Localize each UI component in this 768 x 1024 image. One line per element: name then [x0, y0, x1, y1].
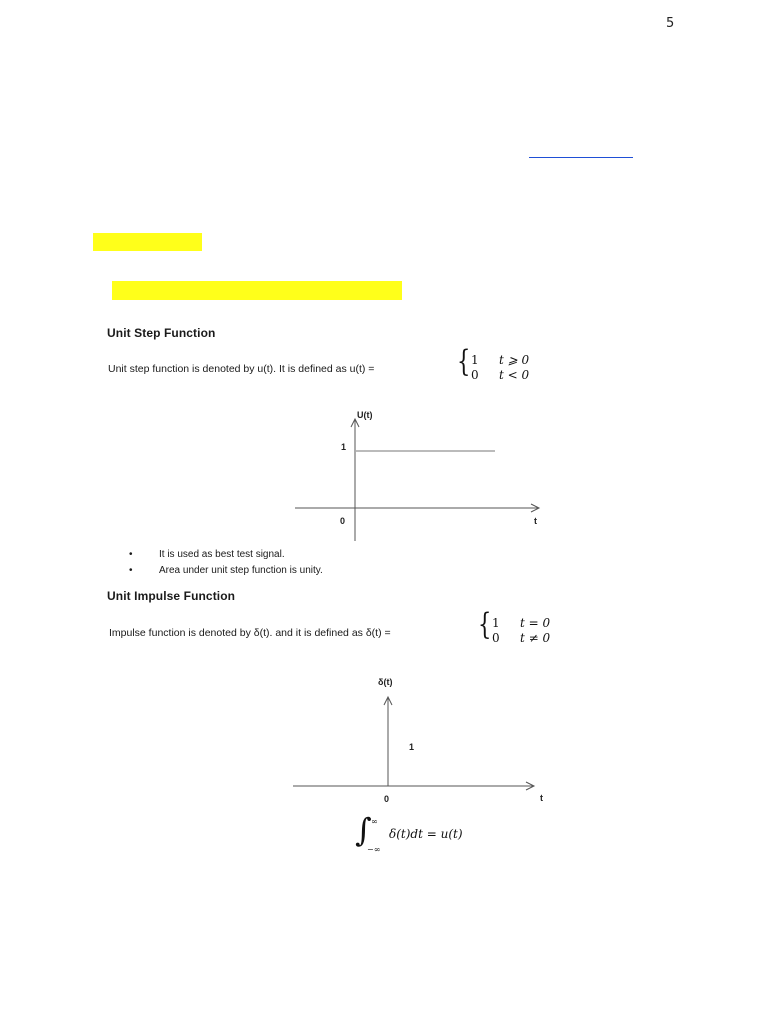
list-item — [125, 547, 323, 563]
unit-step-cases: { 1 t ⩾ 0 0 t < 0 — [457, 344, 530, 382]
x-axis-label: t — [534, 516, 537, 526]
integral-upper-limit: ∞ — [371, 817, 378, 826]
case-condition: t ⩾ 0 — [499, 353, 530, 367]
case-row — [492, 631, 550, 645]
case-value: 1 — [492, 616, 500, 630]
unit-step-axes — [295, 419, 539, 541]
origin-label: 0 — [384, 794, 390, 804]
unit-impulse-cases: { 1 t = 0 0 t ≠ 0 — [478, 607, 551, 645]
unit-impulse-heading: Unit Impulse Function — [107, 589, 236, 603]
list-item-text: Area under unit step function is unity. — [159, 565, 323, 576]
case-condition: t < 0 — [499, 368, 530, 382]
integral-expression: δ(t)dt = u(t) — [389, 827, 463, 841]
level-label: 1 — [341, 442, 347, 452]
list-item — [125, 563, 323, 579]
case-condition: t ≠ 0 — [520, 631, 551, 645]
bullet-icon: • — [129, 549, 133, 560]
case-value: 0 — [471, 368, 479, 382]
unit-step-bullets — [125, 547, 323, 579]
unit-impulse-definition: Impulse function is denoted by δ(t). and it is defined as δ(t) = — [109, 627, 391, 639]
unit-step-heading: Unit Step Function — [107, 326, 216, 340]
y-axis-label: U(t) — [357, 410, 373, 420]
integral-lower-limit: −∞ — [367, 845, 381, 854]
page-number: 5 — [666, 16, 675, 31]
list-item-text: It is used as best test signal. — [159, 549, 285, 560]
origin-label: 0 — [340, 516, 346, 526]
case-value: 0 — [492, 631, 500, 645]
level-label: 1 — [409, 742, 415, 752]
y-axis-label: δ(t) — [378, 677, 393, 687]
integral-sign: ∫ — [355, 811, 372, 849]
unit-step-definition: Unit step function is denoted by u(t). It is defined as u(t) = — [108, 363, 375, 375]
integral-equation — [355, 811, 495, 855]
case-row — [492, 616, 550, 630]
case-value: 1 — [471, 353, 479, 367]
case-condition: t = 0 — [520, 616, 551, 630]
bullet-icon: • — [129, 565, 133, 576]
x-axis-label: t — [540, 793, 543, 803]
